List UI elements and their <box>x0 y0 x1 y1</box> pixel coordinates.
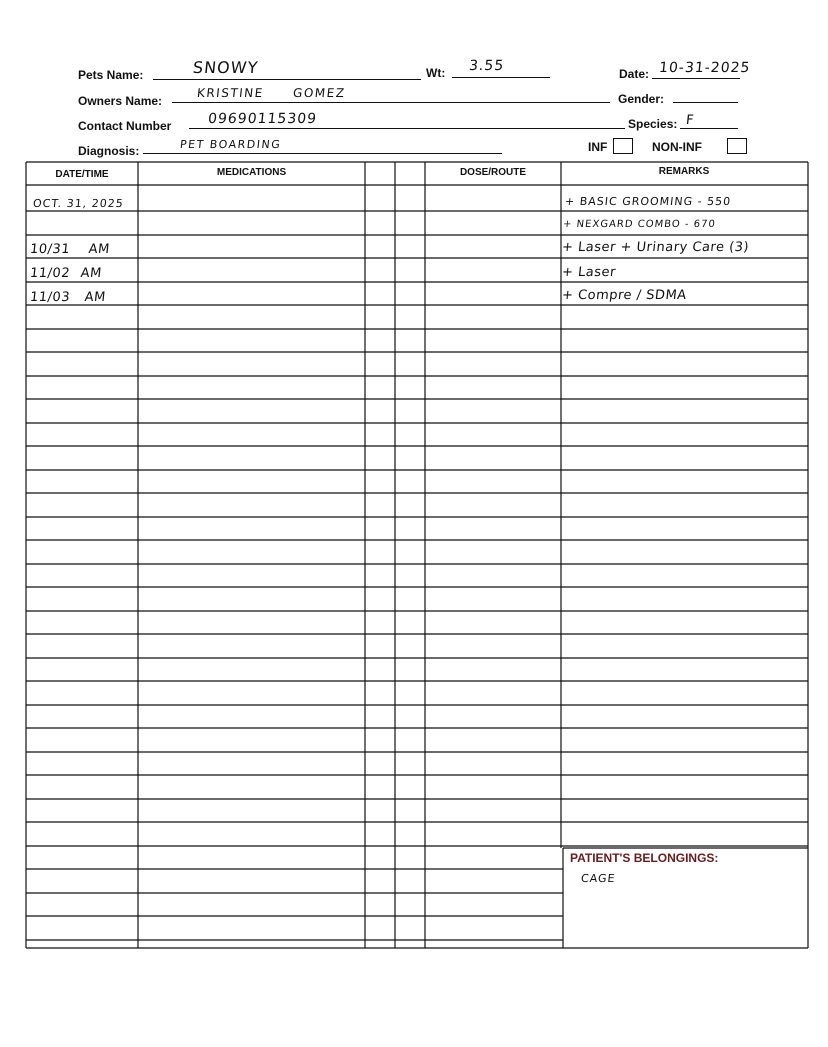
row-5-remark: + Compre / SDMA <box>561 288 688 303</box>
diagnosis-label: Diagnosis: <box>78 144 140 158</box>
wt-value: 3.55 <box>468 58 506 74</box>
row-3-date: 10/31 AM <box>29 242 111 257</box>
pets-name-label: Pets Name: <box>78 68 144 82</box>
row-1-date: OCT. 31, 2025 <box>32 197 125 210</box>
patient-belongings-value: CAGE <box>580 872 617 885</box>
contact-number-value: 09690115309 <box>207 111 318 127</box>
contact-number-label: Contact Number <box>78 119 172 133</box>
diagnosis-value: PET BOARDING <box>179 138 282 151</box>
row-2-remark: + NEXGARD COMBO - 670 <box>562 219 717 230</box>
row-1-remark: + BASIC GROOMING - 550 <box>564 195 732 208</box>
row-4-date: 11/02 AM <box>29 266 103 281</box>
owners-name-label: Owners Name: <box>78 94 163 108</box>
row-4-remark: + Laser <box>561 265 617 280</box>
row-3-remark: + Laser + Urinary Care (3) <box>561 240 750 255</box>
gender-label: Gender: <box>618 92 665 106</box>
header-dose-route: DOSE/ROUTE <box>459 167 527 178</box>
row-5-date: 11/03 AM <box>29 290 107 305</box>
inf-label: INF <box>588 140 608 154</box>
species-label: Species: <box>628 117 678 131</box>
header-date-time: DATE/TIME <box>55 169 109 180</box>
wt-label: Wt: <box>426 66 446 80</box>
header-remarks: REMARKS <box>658 166 710 177</box>
date-label: Date: <box>619 67 650 81</box>
species-value: F <box>685 113 696 128</box>
pets-name-value: SNOWY <box>192 58 260 77</box>
date-value: 10-31-2025 <box>658 60 752 76</box>
non-inf-label: NON-INF <box>652 140 702 154</box>
patient-belongings-title: PATIENT'S BELONGINGS: <box>570 851 719 865</box>
owners-name-value: KRISTINE GOMEZ <box>196 86 347 100</box>
header-medications: MEDICATIONS <box>216 167 287 178</box>
